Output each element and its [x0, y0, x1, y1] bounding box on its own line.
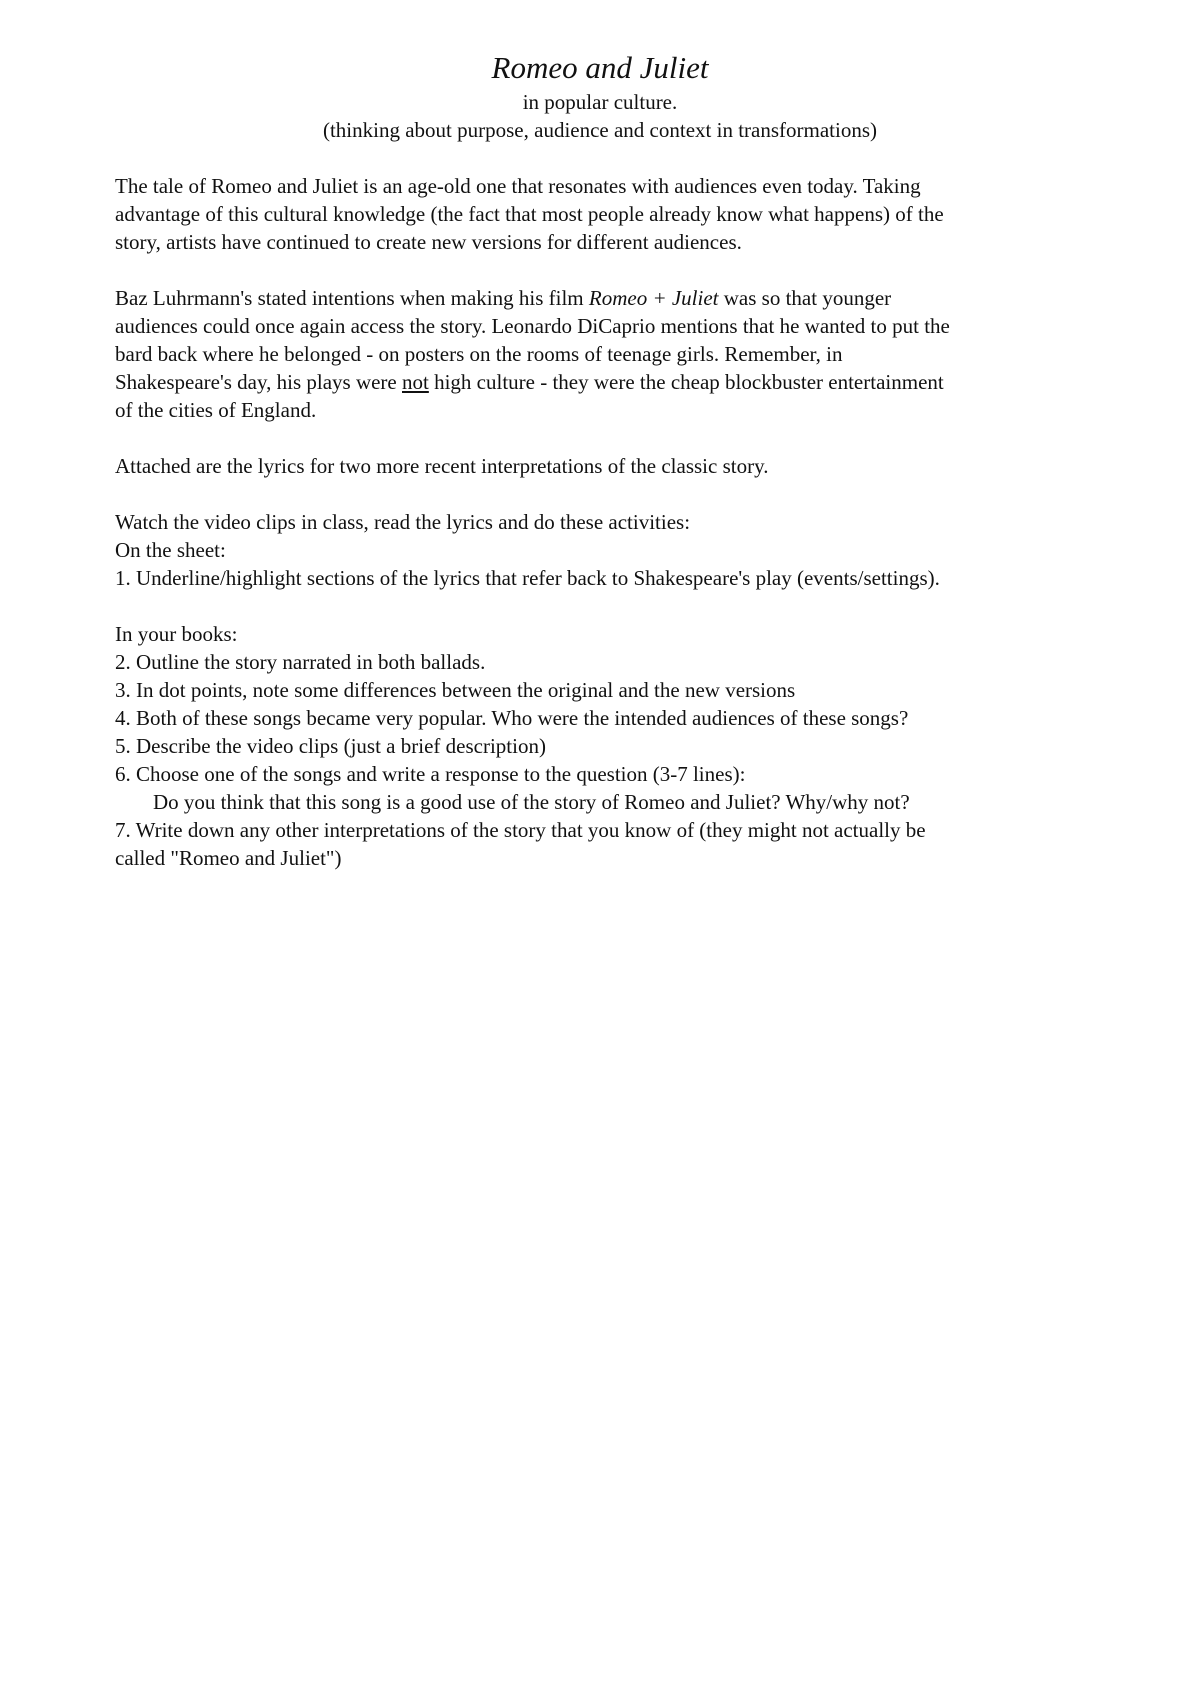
document-body [115, 172, 1095, 900]
document-header [0, 48, 1200, 144]
sheet-heading: On the sheet: [115, 538, 226, 562]
activities-sheet-block [115, 508, 1095, 592]
activity-item: 7. Write down any other interpretations of the story that you know of (they might not actually be [115, 818, 926, 842]
attached-paragraph [115, 452, 1095, 480]
luhrmann-line: bard back where he belonged - on posters on the rooms of teenage girls. Remember, in [115, 342, 843, 366]
activity-item: 5. Describe the video clips (just a brief description) [115, 734, 546, 758]
luhrmann-line: of the cities of England. [115, 398, 317, 422]
luhrmann-text: was so that younger [718, 286, 892, 310]
activity-item: 4. Both of these songs became very popular. Who were the intended audiences of these songs? [115, 706, 909, 730]
intro-line: story, artists have continued to create new versions for different audiences. [115, 230, 742, 254]
activities-intro: Watch the video clips in class, read the lyrics and do these activities: [115, 510, 691, 534]
intro-line: The tale of Romeo and Juliet is an age-old one that resonates with audiences even today. Taking [115, 174, 921, 198]
page-title: Romeo and Juliet [491, 50, 709, 85]
activity-item: 6. Choose one of the songs and write a response to the question (3-7 lines): [115, 762, 746, 786]
luhrmann-text: Baz Luhrmann's stated intentions when making his film [115, 286, 589, 310]
luhrmann-text: high culture - they were the cheap blockbuster entertainment [428, 370, 944, 394]
activity-item: 1. Underline/highlight sections of the lyrics that refer back to Shakespeare's play (events/settings). [115, 566, 940, 590]
activity-item-continued: called "Romeo and Juliet") [115, 846, 342, 870]
page-subtitle-note: (thinking about purpose, audience and context in transformations) [322, 118, 878, 142]
activity-item: 2. Outline the story narrated in both ballads. [115, 650, 486, 674]
attached-line: Attached are the lyrics for two more recent interpretations of the classic story. [115, 454, 769, 478]
activity-item: 3. In dot points, note some differences between the original and the new versions [115, 678, 796, 702]
film-title: Romeo + Juliet [588, 286, 719, 310]
intro-paragraph [115, 172, 1095, 256]
intro-line: advantage of this cultural knowledge (the fact that most people already know what happens) of the [115, 202, 944, 226]
page-subtitle: in popular culture. [522, 90, 678, 114]
activity-question: Do you think that this song is a good use of the story of Romeo and Juliet? Why/why not? [153, 790, 910, 814]
luhrmann-paragraph [115, 284, 1095, 424]
activities-books-block [115, 620, 1095, 872]
luhrmann-line: audiences could once again access the story. Leonardo DiCaprio mentions that he wanted to put the [115, 314, 950, 338]
luhrmann-text: Shakespeare's day, his plays were [115, 370, 402, 394]
underlined-word: not [402, 370, 429, 394]
books-heading: In your books: [115, 622, 238, 646]
luhrmann-line [115, 284, 1095, 312]
luhrmann-line [115, 368, 1095, 396]
